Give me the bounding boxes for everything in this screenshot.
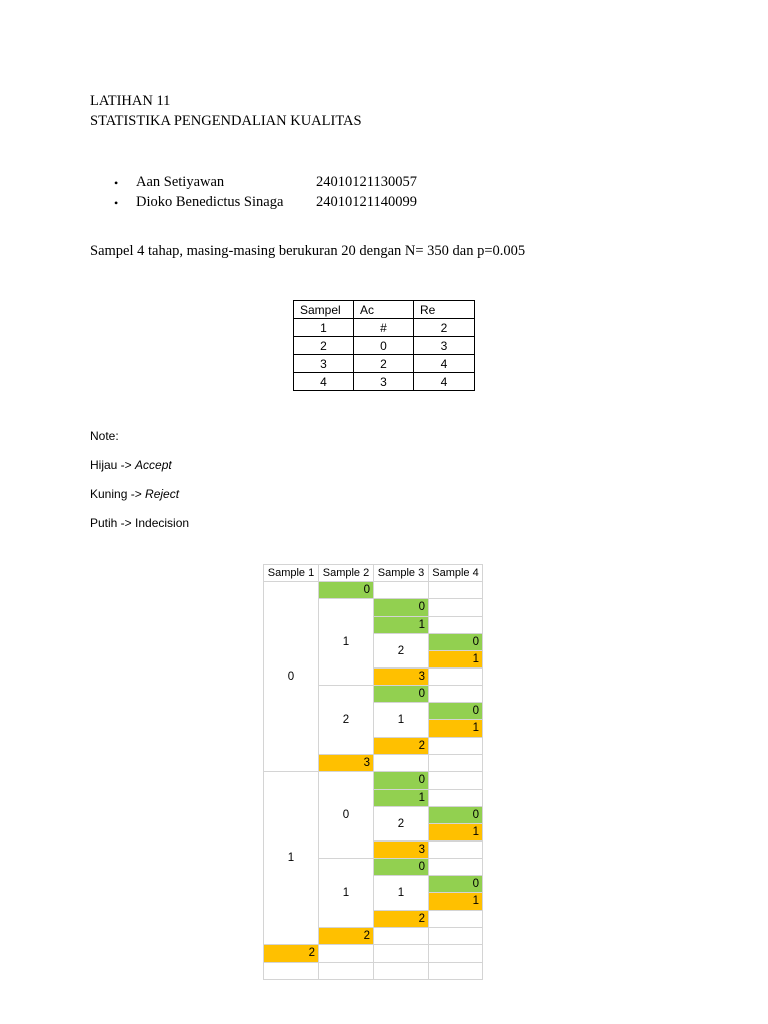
tree-cell-indecision: 1 [263, 771, 319, 945]
table-cell: 2 [414, 319, 475, 337]
table-row [294, 355, 475, 373]
tree-cell-indecision: 1 [318, 858, 374, 928]
note-title: Note: [90, 429, 119, 443]
document-subtitle: STATISTIKA PENGENDALIAN KUALITAS [90, 113, 362, 129]
table-row [294, 337, 475, 355]
tree-cell-indecision: 1 [373, 702, 429, 738]
note-line-indecision [90, 516, 189, 530]
problem-description: Sampel 4 tahap, masing-masing berukuran 20 dengan N= 350 dan p=0.005 [90, 243, 526, 259]
tree-cell-accept: 0 [428, 875, 483, 893]
tree-header-sample-1: Sample 1 [263, 564, 319, 582]
tree-cell-indecision [428, 841, 483, 859]
table-cell: 3 [354, 373, 414, 391]
note-prefix: Kuning -> [90, 487, 146, 501]
tree-cell-accept: 0 [373, 598, 429, 616]
member-name: Aan Setiyawan [136, 174, 225, 190]
tree-cell-indecision [428, 789, 483, 807]
tree-cell-reject: 3 [373, 841, 429, 859]
tree-cell-indecision [428, 910, 483, 928]
tree-cell-reject: 3 [318, 754, 374, 772]
tree-cell-indecision [428, 668, 483, 686]
tree-header-sample-3: Sample 3 [373, 564, 429, 582]
tree-cell-indecision: 2 [373, 633, 429, 669]
tree-cell-indecision [373, 944, 429, 962]
note-prefix: Putih -> [90, 516, 136, 530]
table-cell: # [354, 319, 414, 337]
tree-cell-indecision [428, 616, 483, 634]
tree-cell-accept: 0 [428, 806, 483, 824]
note-term: Accept [135, 458, 172, 472]
tree-cell-reject: 1 [428, 823, 483, 841]
table-row [294, 319, 475, 337]
tree-cell-reject: 3 [373, 668, 429, 686]
table-cell: 3 [414, 337, 475, 355]
table-header-row [294, 301, 475, 319]
tree-cell-reject: 2 [318, 927, 374, 945]
tree-cell-indecision [428, 858, 483, 876]
tree-cell-accept: 0 [373, 685, 429, 703]
table-cell: 2 [354, 355, 414, 373]
tree-cell-indecision [428, 927, 483, 945]
column-header: Re [414, 301, 475, 319]
tree-cell-indecision [263, 962, 319, 980]
tree-cell-indecision: 0 [318, 771, 374, 859]
tree-cell-indecision [428, 962, 483, 980]
table-cell: 4 [414, 355, 475, 373]
table-cell: 2 [294, 337, 354, 355]
tree-cell-indecision [373, 581, 429, 599]
tree-cell-indecision [318, 962, 374, 980]
table-cell: 4 [294, 373, 354, 391]
tree-cell-indecision [318, 944, 374, 962]
tree-cell-indecision [373, 962, 429, 980]
column-header: Sampel [294, 301, 354, 319]
tree-cell-reject: 2 [373, 737, 429, 755]
table-cell: 1 [294, 319, 354, 337]
tree-cell-indecision [428, 598, 483, 616]
bullet-icon: • [114, 176, 119, 190]
tree-cell-reject: 1 [428, 650, 483, 668]
tree-cell-reject: 2 [373, 910, 429, 928]
tree-cell-indecision [428, 737, 483, 755]
table-cell: 0 [354, 337, 414, 355]
tree-cell-indecision [428, 581, 483, 599]
tree-cell-indecision: 2 [318, 685, 374, 755]
note-term: Indecision [135, 516, 190, 530]
table-cell: 4 [414, 373, 475, 391]
tree-cell-indecision [373, 927, 429, 945]
document-title: LATIHAN 11 [90, 93, 171, 109]
tree-cell-indecision [428, 771, 483, 789]
tree-cell-accept: 0 [428, 633, 483, 651]
tree-cell-indecision: 0 [263, 581, 319, 772]
member-name: Dioko Benedictus Sinaga [136, 194, 284, 210]
tree-cell-indecision: 2 [373, 806, 429, 842]
member-nim: 24010121140099 [316, 194, 417, 210]
table-row [294, 373, 475, 391]
tree-cell-accept: 1 [373, 616, 429, 634]
note-line-reject [90, 487, 179, 501]
tree-header-sample-2: Sample 2 [318, 564, 374, 582]
column-header: Ac [354, 301, 414, 319]
sampling-plan-table [293, 300, 475, 391]
tree-cell-accept: 0 [428, 702, 483, 720]
tree-cell-indecision: 1 [373, 875, 429, 911]
list-item [90, 174, 490, 194]
tree-cell-accept: 0 [373, 858, 429, 876]
bullet-icon: • [114, 196, 119, 210]
tree-cell-indecision [373, 754, 429, 772]
tree-cell-indecision [428, 944, 483, 962]
tree-cell-indecision: 1 [318, 598, 374, 686]
tree-cell-accept: 1 [373, 789, 429, 807]
decision-tree-grid [263, 564, 483, 964]
note-line-accept [90, 458, 172, 472]
table-cell: 3 [294, 355, 354, 373]
member-nim: 24010121130057 [316, 174, 417, 190]
tree-cell-indecision [428, 754, 483, 772]
list-item [90, 194, 490, 214]
tree-cell-indecision [428, 685, 483, 703]
tree-cell-reject: 2 [263, 944, 319, 962]
tree-header-sample-4: Sample 4 [428, 564, 483, 582]
note-prefix: Hijau -> [90, 458, 136, 472]
tree-cell-accept: 0 [318, 581, 374, 599]
note-term: Reject [145, 487, 180, 501]
tree-cell-reject: 1 [428, 892, 483, 910]
tree-cell-reject: 1 [428, 719, 483, 737]
tree-cell-accept: 0 [373, 771, 429, 789]
